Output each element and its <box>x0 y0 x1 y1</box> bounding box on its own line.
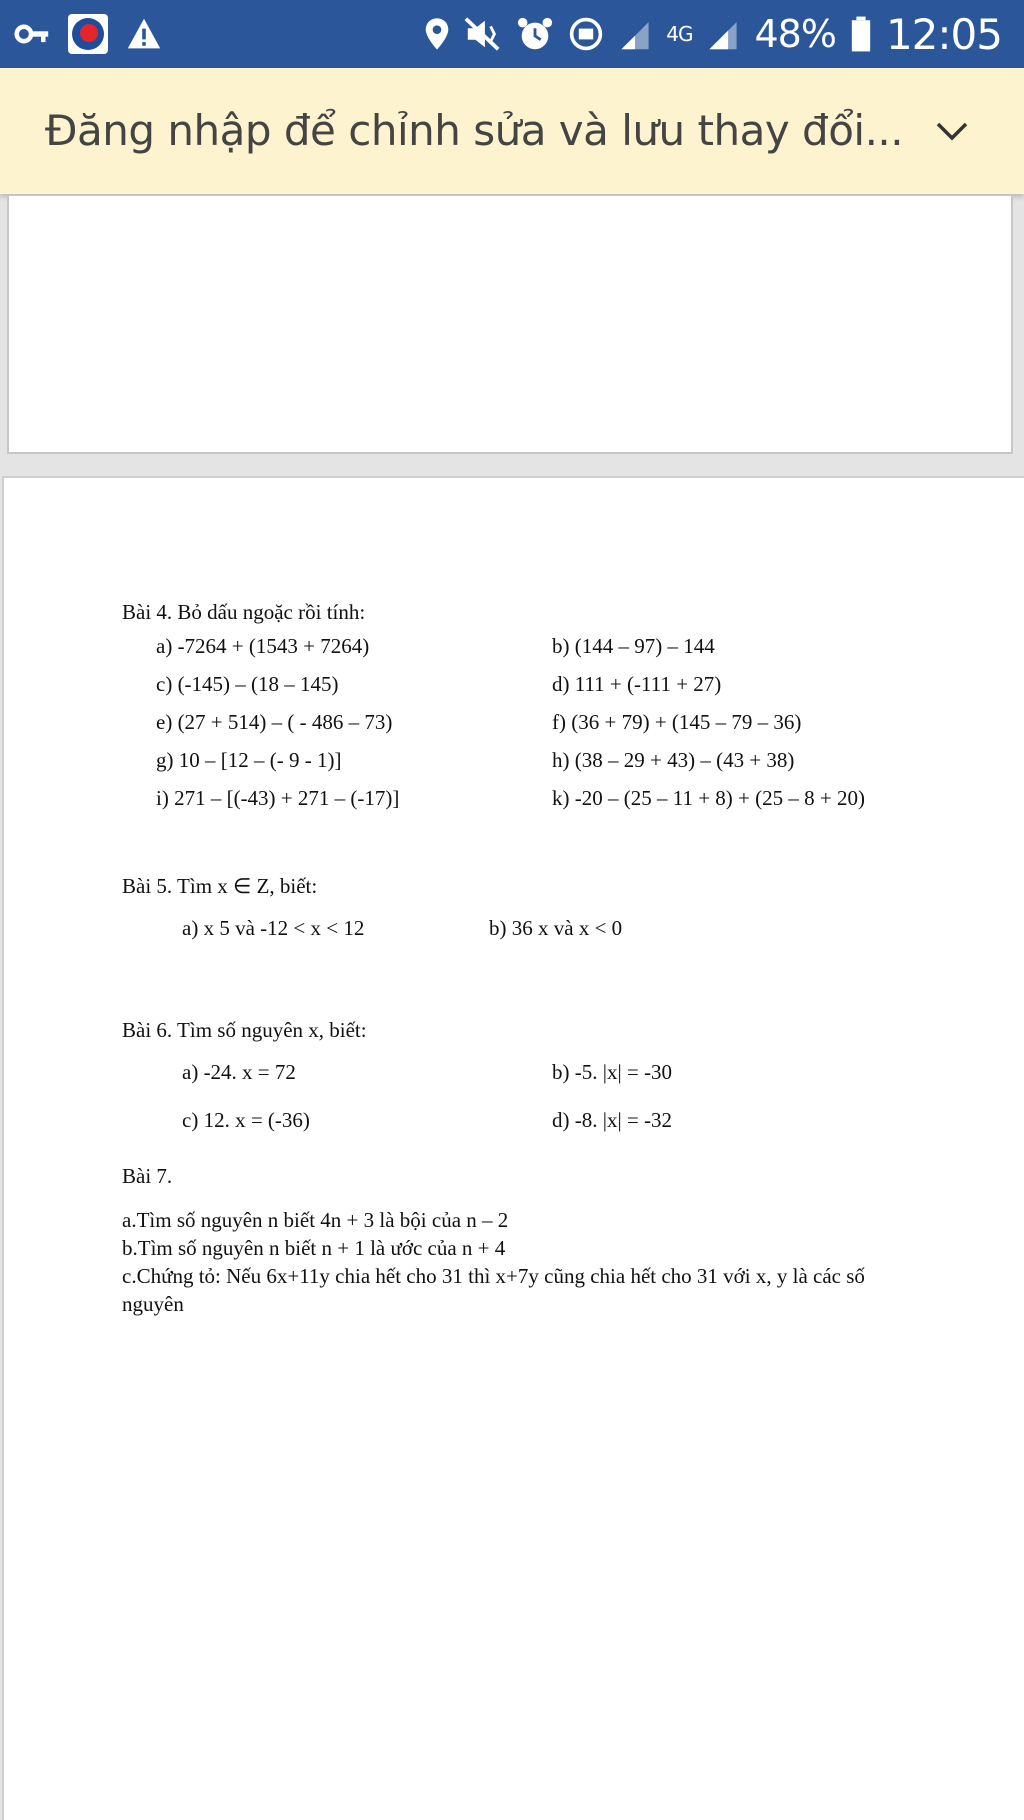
bai4-item-c: c) (-145) – (18 – 145) <box>156 672 339 696</box>
bai6-row <box>122 1050 942 1098</box>
bai6-row <box>122 1098 942 1146</box>
data-saver-icon <box>568 15 604 53</box>
bai5-row <box>122 914 942 954</box>
location-icon <box>424 15 450 53</box>
app-logo-icon <box>68 14 108 54</box>
bai7-title: Bài 7. <box>122 1164 173 1188</box>
bai4-item-g: g) 10 – [12 – (- 9 - 1)] <box>156 748 342 772</box>
network-type: 4G <box>666 22 693 46</box>
clock: 12:05 <box>885 9 1002 59</box>
bai6-item-d: d) -8. |x| = -32 <box>552 1108 672 1132</box>
sign-in-banner[interactable] <box>0 68 1024 194</box>
bai7-line-a: a.Tìm số nguyên n biết 4n + 3 là bội của n – 2 <box>122 1208 509 1232</box>
bai7-line-b: b.Tìm số nguyên n biết n + 1 là ước của n + 4 <box>122 1236 506 1260</box>
bai6-item-a: a) -24. x = 72 <box>182 1060 296 1084</box>
document-page-2 <box>2 476 1024 1820</box>
mute-icon <box>464 15 502 53</box>
battery-icon <box>850 15 872 53</box>
alarm-icon <box>516 15 554 53</box>
warning-icon <box>126 14 162 54</box>
bai4-item-i: i) 271 – [(-43) + 271 – (-17)] <box>156 786 400 810</box>
signal-icon-1 <box>618 15 652 53</box>
bai6-item-c: c) 12. x = (-36) <box>182 1108 310 1132</box>
bai4-item-k: k) -20 – (25 – 11 + 8) + (25 – 8 + 20) <box>552 786 865 810</box>
bai4-item-f: f) (36 + 79) + (145 – 79 – 36) <box>552 710 802 734</box>
banner-text: Đăng nhập để chỉnh sửa và lưu thay đổi... <box>45 106 904 155</box>
bai6-item-b: b) -5. |x| = -30 <box>552 1060 672 1084</box>
status-bar <box>0 0 1024 68</box>
bai6-title: Bài 6. Tìm số nguyên x, biết: <box>122 1018 367 1042</box>
bai4-row <box>122 664 942 702</box>
battery-percent: 48% <box>754 12 836 56</box>
chevron-down-icon[interactable] <box>930 112 974 152</box>
bai4-row <box>122 626 942 664</box>
vpn-key-icon <box>14 14 50 54</box>
bai7-line-c: c.Chứng tỏ: Nếu 6x+11y chia hết cho 31 thì x+7y cũng chia hết cho 31 với x, y là các số nguyên <box>122 1264 865 1316</box>
bai5-title: Bài 5. Tìm x ∈ Z, biết: <box>122 874 318 898</box>
bai4-item-e: e) (27 + 514) – ( - 486 – 73) <box>156 710 393 734</box>
bai7-body <box>122 1206 942 1318</box>
bai4-item-d: d) 111 + (-111 + 27) <box>552 672 722 696</box>
document-content <box>122 598 942 1318</box>
signal-icon-2 <box>706 15 740 53</box>
bai4-item-h: h) (38 – 29 + 43) – (43 + 38) <box>552 748 795 772</box>
bai5-item-b: b) 36 x và x < 0 <box>489 916 623 940</box>
bai4-title: Bài 4. Bỏ dấu ngoặc rồi tính: <box>122 600 366 624</box>
bai4-item-b: b) (144 – 97) – 144 <box>552 634 715 658</box>
bai4-row <box>122 778 942 816</box>
bai4-row <box>122 740 942 778</box>
document-page-1 <box>7 196 1013 454</box>
bai5-item-a: a) x 5 và -12 < x < 12 <box>182 916 365 940</box>
bai4-item-a: a) -7264 + (1543 + 7264) <box>156 634 370 658</box>
bai4-row <box>122 702 942 740</box>
